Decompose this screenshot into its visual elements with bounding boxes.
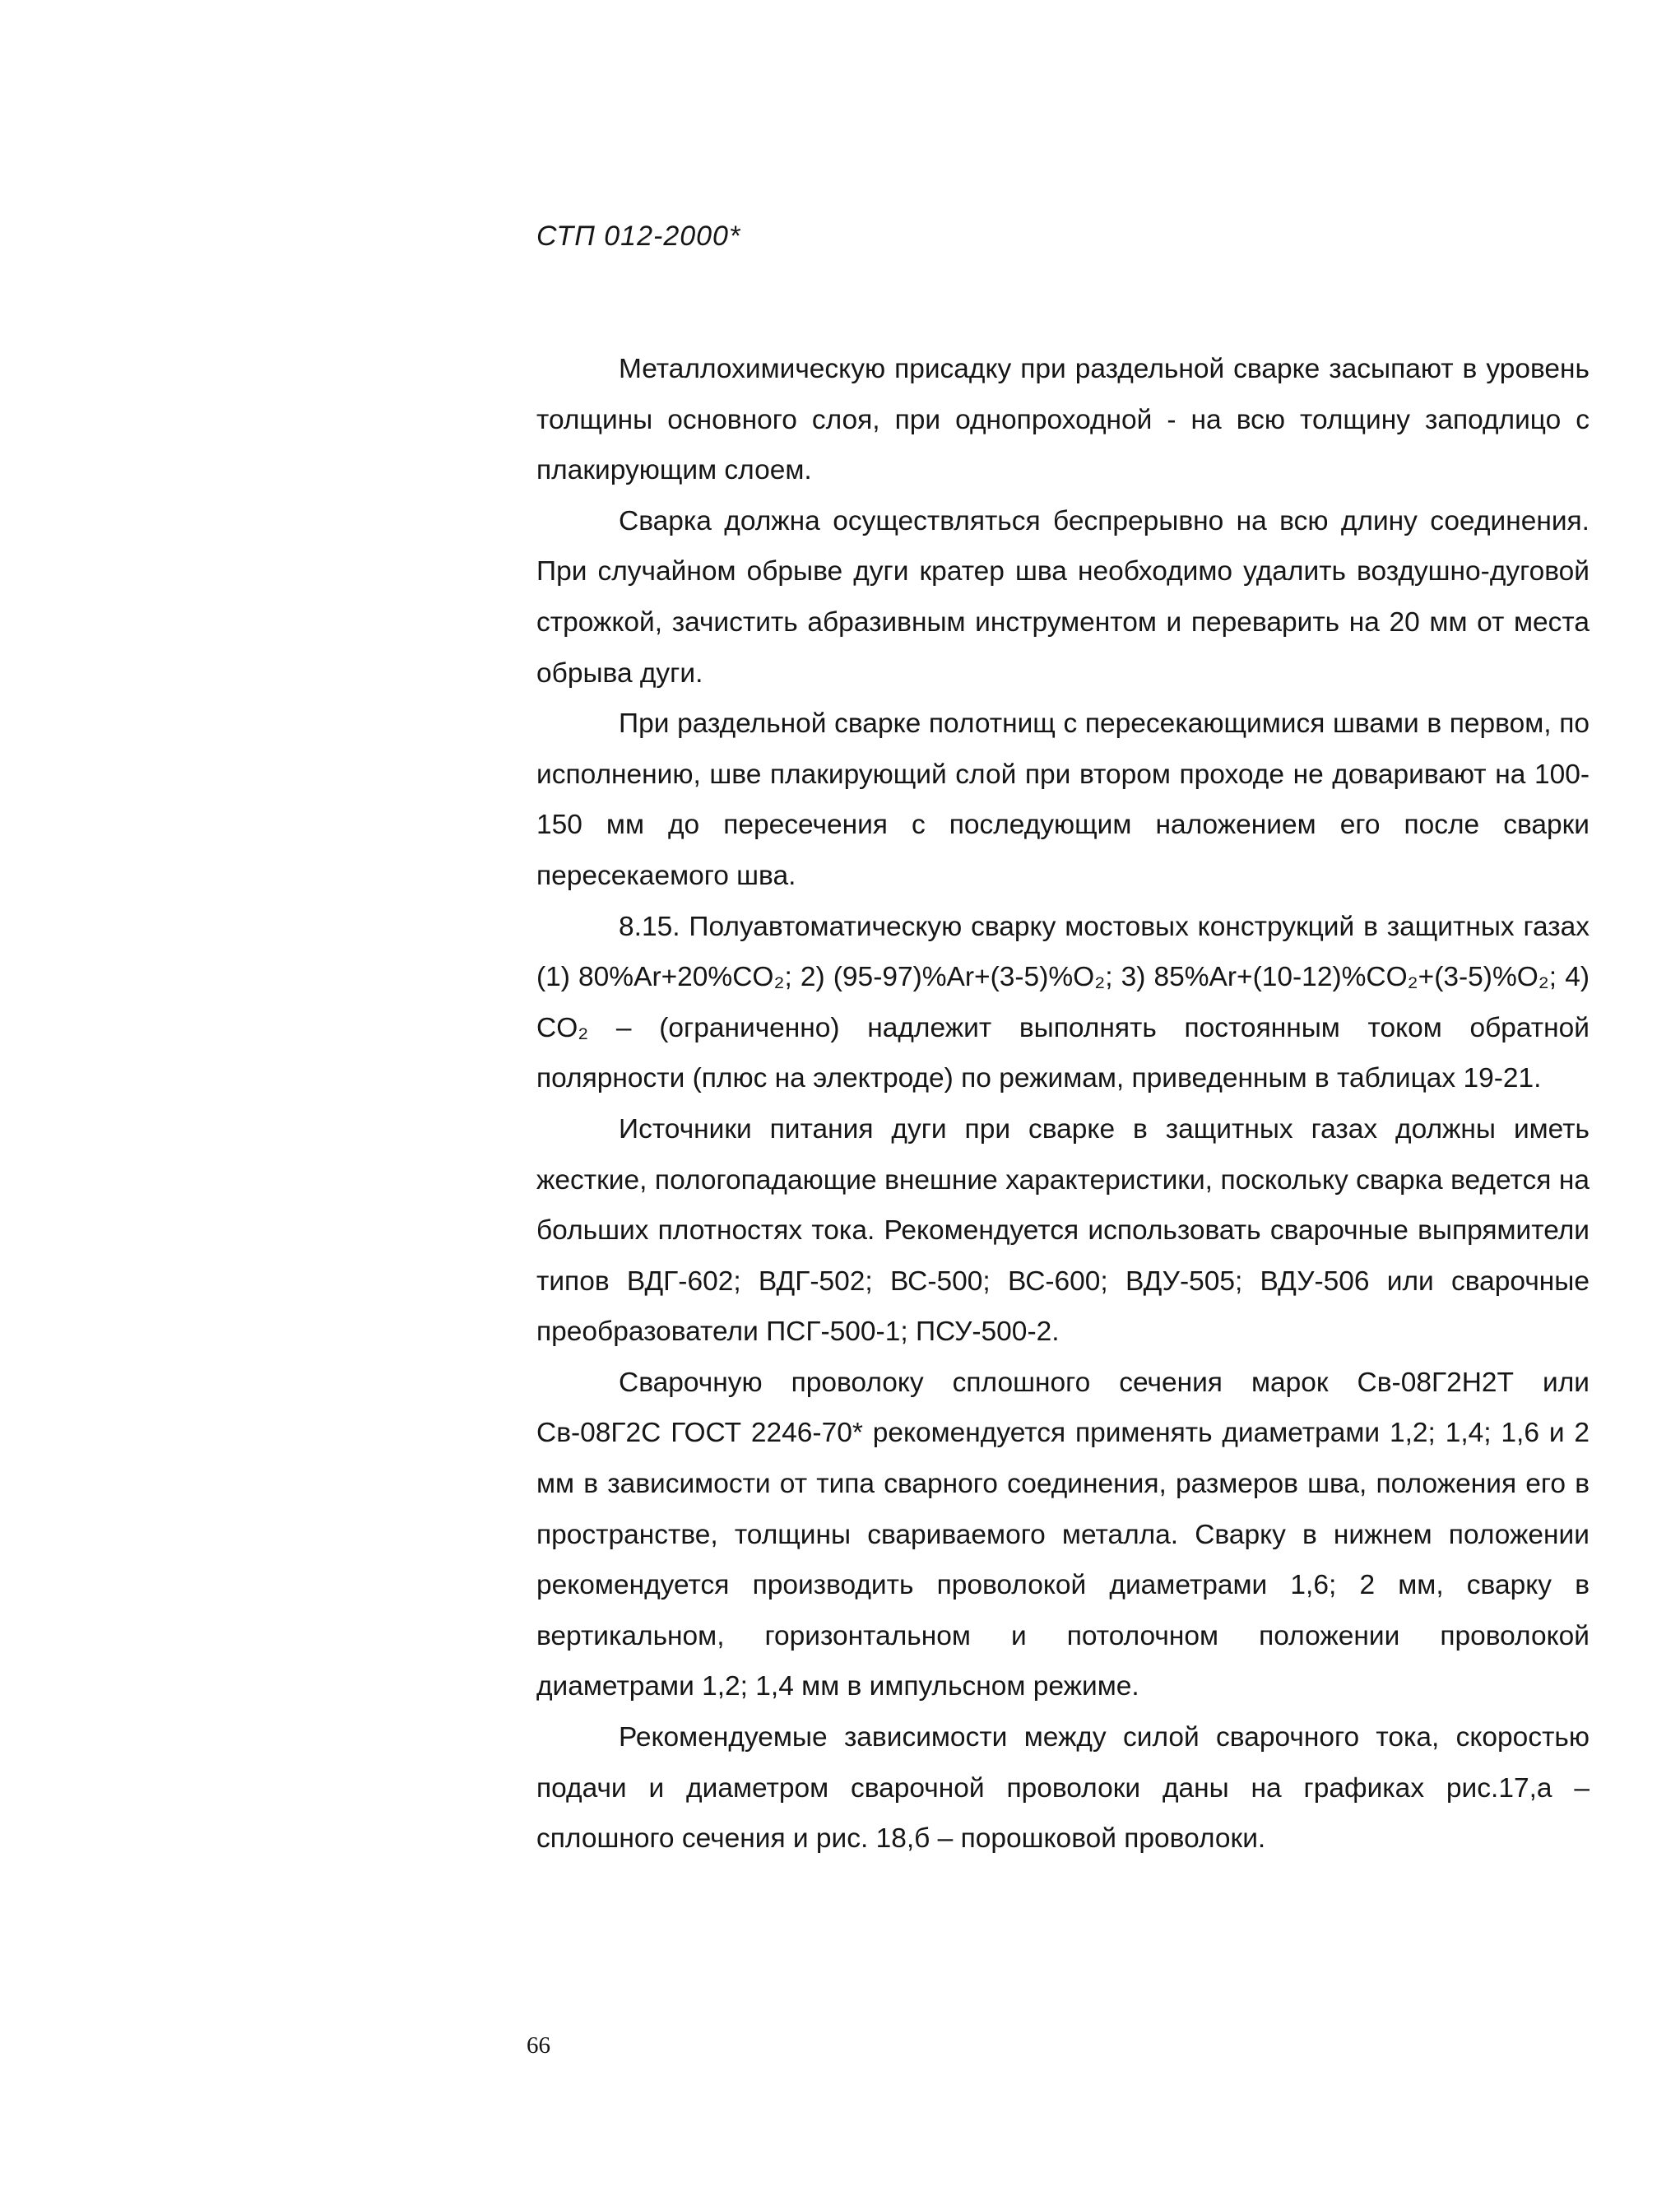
paragraph-continuous-welding: Сварка должна осуществляться беспрерывно на всю длину соединения. При случайном обрыве дуги кратер шва необходимо удалить воздушно-дуговой строжкой, зачистить абразивным инструментом и переварить на 20 мм от места обрыва дуги. — [536, 505, 1590, 689]
paragraph-welding-wire: Сварочную проволоку сплошного сечения марок Св-08Г2Н2Т или Св-08Г2С ГОСТ 2246-70* рекомендуется применять диаметрами 1,2; 1,4; 1,6 и 2 мм в зависимости от типа сварного соединения, размеров шва, положения его в пространстве, толщины свариваемого металла. Сварку в нижнем положении рекомендуется производить проволокой диаметрами 1,6; 2 мм, сварку в вертикальном, горизонтальном и потолочном положении проволокой диаметрами 1,2; 1,4 мм в импульсном режиме. — [536, 1367, 1590, 1702]
paragraph-intersecting-seams: При раздельной сварке полотнищ с пересекающимися швами в первом, по исполнению, шве плакирующий слой при втором проходе не доваривают на 100-150 мм до пересечения с последующим наложением его после сварки пересекаемого шва. — [536, 708, 1590, 891]
body-text — [536, 344, 1590, 1864]
document-code-header: СТП 012-2000* — [536, 221, 741, 252]
paragraph-metallochemical-additive: Металлохимическую присадку при раздельной сварке засыпают в уровень толщины основного слоя, при однопроходной - на всю толщину заподлицо с плакирующим слоем. — [536, 354, 1590, 486]
page-number: 66 — [527, 2032, 550, 2059]
paragraph-section-8-15: 8.15. Полуавтоматическую сварку мостовых конструкций в защитных газах (1) 80%Ar+20%CO₂; 2) (95-97)%Ar+(3-5)%O₂; 3) 85%Ar+(10-12)%CO₂+(3-5)%O₂; 4) CO₂ – (ограниченно) надлежит выполнять постоянным током обратной полярности (плюс на электроде) по режимам, приведенным в таблицах 19-21. — [536, 911, 1590, 1094]
paragraph-recommended-dependencies: Рекомендуемые зависимости между силой сварочного тока, скоростью подачи и диаметром сварочной проволоки даны на графиках рис.17,а – сплошного сечения и рис. 18,б – порошковой проволоки. — [536, 1722, 1590, 1855]
paragraph-power-sources: Источники питания дуги при сварке в защитных газах должны иметь жесткие, пологопадающие внешние характеристики, поскольку сварка ведется на больших плотностях тока. Рекомендуется использовать сварочные выпрямители типов ВДГ-602; ВДГ-502; ВС-500; ВС-600; ВДУ-505; ВДУ-506 или сварочные преобразователи ПСГ-500-1; ПСУ-500-2. — [536, 1113, 1590, 1348]
